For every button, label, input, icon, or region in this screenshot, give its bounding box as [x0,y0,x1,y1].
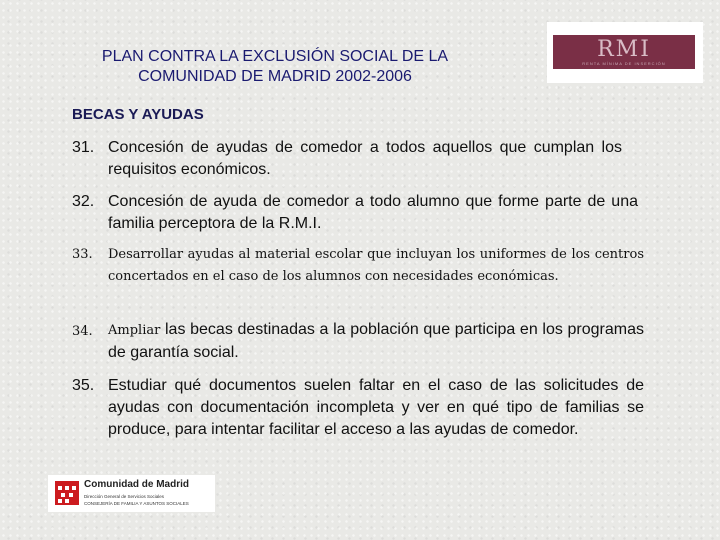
item-number: 31. [72,139,95,156]
item-text: Desarrollar ayudas al material escolar que incluyan los uniformes de los centros concertados en el caso de los alumnos con necesidades económicas. [108,247,644,284]
item-number: 32. [72,193,95,210]
org-name: Comunidad de Madrid [84,479,189,490]
org-line-1: Dirección General de Servicios Sociales [84,494,165,499]
page-title [60,47,490,87]
item-text: las becas destinadas a la población que participa en los programas de garantía social. [108,321,644,361]
item-text: Estudiar qué documentos suelen faltar en el caso de las solicitudes de ayudas con documentación incompleta y ver en qué tipo de familias se produce, para intentar facilitar el acceso a las ayudas de comedor. [108,377,644,438]
item-text: Concesión de ayuda de comedor a todo alumno que forme parte de una familia perceptora de la R.M.I. [108,193,638,232]
rmi-logo-subtitle: RENTA MÍNIMA DE INSERCIÓN [582,61,666,66]
comunidad-madrid-logo [48,475,215,512]
madrid-flag-icon [55,481,79,505]
item-text: Concesión de ayudas de comedor a todos aquellos que cumplan los requisitos económicos. [108,139,622,178]
title-line-2: COMUNIDAD DE MADRID 2002-2006 [138,68,412,85]
rmi-logo-badge [553,35,695,69]
rmi-logo [547,22,703,83]
item-number: 34. [72,324,93,339]
item-number: 35. [72,377,95,394]
rmi-logo-letters: RMI [597,37,651,62]
org-line-2: CONSEJERÍA DE FAMILIA Y ASUNTOS SOCIALES [84,501,189,506]
item-lead-word: Ampliar [108,323,161,338]
title-line-1: PLAN CONTRA LA EXCLUSIÓN SOCIAL DE LA [101,48,449,65]
section-heading: BECAS Y AYUDAS [72,106,204,123]
item-text-block [108,319,644,364]
item-number: 33. [72,247,93,262]
